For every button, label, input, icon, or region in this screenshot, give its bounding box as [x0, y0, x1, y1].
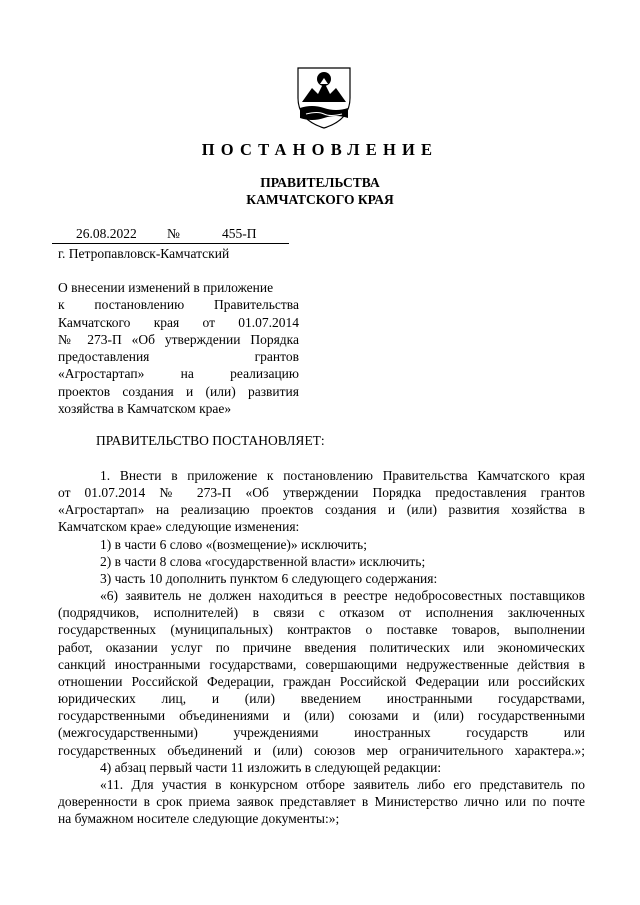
- body-line: санкций иностранными государствами, совершающими недружественные действия в: [58, 656, 585, 672]
- body-line: Камчатском крае» следующие изменения:: [58, 519, 300, 535]
- registration-line: [52, 226, 289, 244]
- subject-line: «Агростартап» на реализацию: [58, 366, 299, 382]
- body-line: отношении Российской Федерации, граждан Российской Федерации или российских: [58, 673, 585, 689]
- subject-line: к постановлению Правительства: [58, 297, 299, 313]
- body-line: государственными объединениями и (или) союзами и (или) государственными: [58, 708, 585, 724]
- body-line: 2) в части 8 слова «государственной власти» исключить;: [100, 553, 426, 569]
- government-name-line2: КАМЧАТСКОГО КРАЯ: [246, 192, 394, 207]
- body-line: государственных (муниципальных) контрактов о поставке товаров, выполнении: [58, 622, 585, 638]
- body-line: на бумажном носителе следующие документы:»;: [58, 811, 340, 827]
- subject-line: предоставления грантов: [58, 349, 299, 365]
- document-title: ПОСТАНОВЛЕНИЕ: [201, 140, 439, 159]
- number-sign: №: [167, 226, 180, 241]
- body-line: «Агростартап» на реализацию проектов создания и (или) развития хозяйства в: [58, 502, 585, 518]
- body-line: «11. Для участия в конкурсном отборе заявитель либо его представитель по: [100, 776, 585, 792]
- body-line: 4) абзац первый части 11 изложить в следующей редакции:: [100, 759, 442, 775]
- body-line: 3) часть 10 дополнить пунктом 6 следующего содержания:: [100, 570, 438, 586]
- document-date: 26.08.2022: [76, 226, 137, 241]
- subject-line: О внесении изменений в приложение: [58, 280, 274, 295]
- document-body: [58, 467, 585, 827]
- body-line: «6) заявитель не должен находиться в реестре недобросовестных поставщиков: [100, 588, 585, 604]
- document-subject: [58, 279, 299, 417]
- body-line: доверенности в срок приема заявок представляет в Министерство лично или по почте: [58, 793, 585, 809]
- subject-line: Камчатского края от 01.07.2014: [58, 314, 299, 330]
- subject-line: № 273-П «Об утверждении Порядка: [58, 331, 299, 347]
- body-line: государственных объединений и (или) союзов мер ограничительного характера.»;: [58, 742, 585, 758]
- body-line: от 01.07.2014 № 273-П «Об утверждении Порядка предоставления грантов: [58, 485, 585, 501]
- subject-line: проектов создания и (или) развития: [58, 383, 299, 399]
- body-line: юридических лиц, и (или) введением иностранными государствами,: [58, 691, 585, 707]
- body-line: работ, оказании услуг по причине введения политических или экономических: [58, 639, 585, 655]
- document-number: 455-П: [222, 226, 257, 241]
- issuing-city: г. Петропавловск-Камчатский: [58, 246, 230, 261]
- body-line: (подрядчиков, исполнителей) в связи с отказом от исполнения заключенных: [58, 605, 585, 621]
- body-line: (межгосударственными) учреждениями иностранных государств или: [58, 725, 585, 741]
- body-line: 1. Внести в приложение к постановлению Правительства Камчатского края: [100, 468, 585, 483]
- decree-heading: ПРАВИТЕЛЬСТВО ПОСТАНОВЛЯЕТ:: [96, 433, 325, 448]
- kamchatka-coat-of-arms-icon: [296, 64, 352, 130]
- body-line: 1) в части 6 слово «(возмещение)» исключить;: [100, 536, 367, 552]
- government-name-line1: ПРАВИТЕЛЬСТВА: [260, 175, 380, 190]
- subject-line: хозяйства в Камчатском крае»: [58, 401, 232, 417]
